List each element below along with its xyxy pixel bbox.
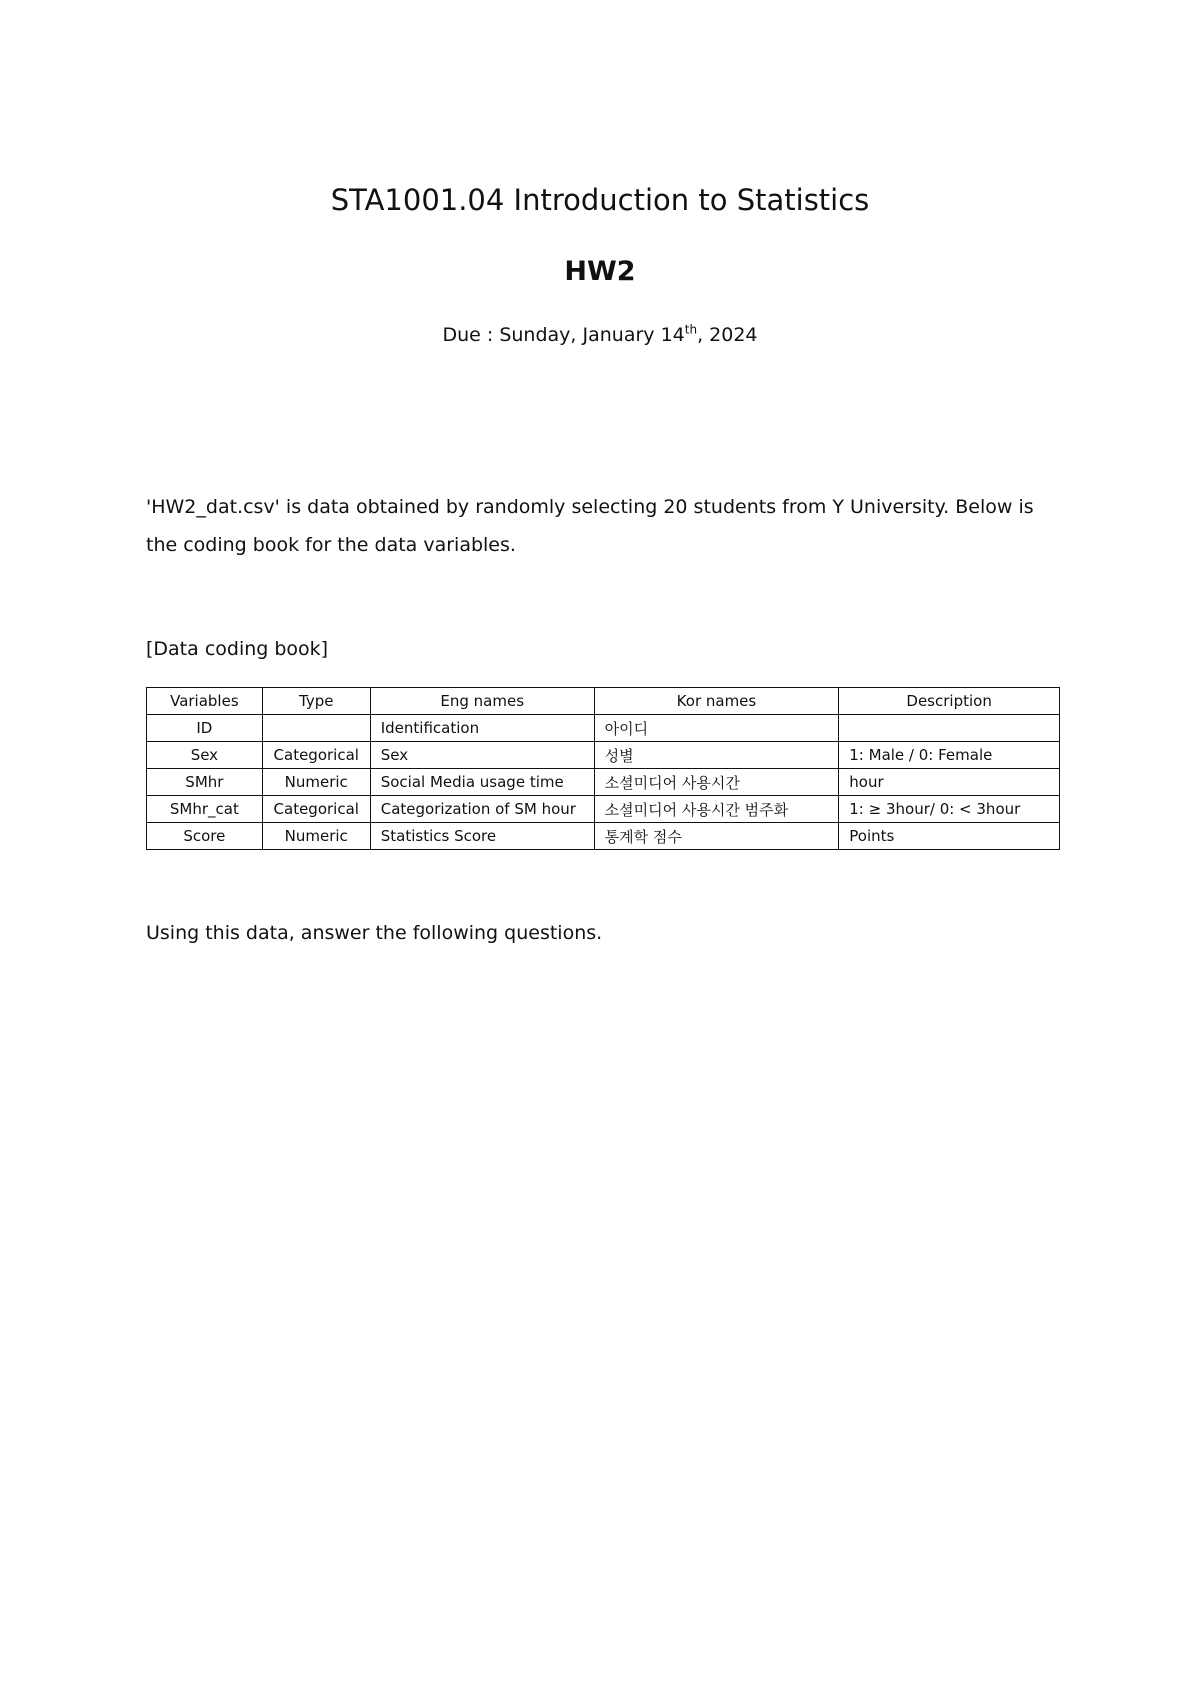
table-row xyxy=(147,715,1060,742)
column-header: Description xyxy=(839,688,1060,715)
due-date-year: , 2024 xyxy=(697,324,758,346)
cell-description xyxy=(839,715,1060,742)
cell-variable: Score xyxy=(147,823,263,850)
cell-description: Points xyxy=(839,823,1060,850)
table-row xyxy=(147,742,1060,769)
cell-type: Numeric xyxy=(262,823,370,850)
column-header: Type xyxy=(262,688,370,715)
cell-type: Numeric xyxy=(262,769,370,796)
cell-variable: Sex xyxy=(147,742,263,769)
due-date xyxy=(0,324,1200,346)
table-row xyxy=(147,796,1060,823)
cell-eng-name: Sex xyxy=(370,742,594,769)
instructions-text: Using this data, answer the following questions. xyxy=(146,922,603,944)
cell-kor-name: 통계학 점수 xyxy=(594,823,839,850)
cell-kor-name: 성별 xyxy=(594,742,839,769)
table-row xyxy=(147,823,1060,850)
due-date-text: Due : Sunday, January 14 xyxy=(442,324,685,346)
cell-type: Categorical xyxy=(262,742,370,769)
intro-paragraph: 'HW2_dat.csv' is data obtained by randomly selecting 20 students from Y University. Below is the coding book for the data variables. xyxy=(146,496,1034,556)
cell-kor-name: 아이디 xyxy=(594,715,839,742)
cell-variable: ID xyxy=(147,715,263,742)
table-header-row xyxy=(147,688,1060,715)
course-title: STA1001.04 Introduction to Statistics xyxy=(330,183,870,217)
coding-book-table xyxy=(146,687,1060,850)
cell-description: 1: Male / 0: Female xyxy=(839,742,1060,769)
cell-variable: SMhr_cat xyxy=(147,796,263,823)
cell-eng-name: Identification xyxy=(370,715,594,742)
cell-description: 1: ≥ 3hour/ 0: < 3hour xyxy=(839,796,1060,823)
assignment-title: HW2 xyxy=(564,256,636,287)
column-header: Kor names xyxy=(594,688,839,715)
cell-description: hour xyxy=(839,769,1060,796)
cell-type xyxy=(262,715,370,742)
cell-variable: SMhr xyxy=(147,769,263,796)
column-header: Eng names xyxy=(370,688,594,715)
cell-type: Categorical xyxy=(262,796,370,823)
cell-eng-name: Social Media usage time xyxy=(370,769,594,796)
column-header: Variables xyxy=(147,688,263,715)
cell-eng-name: Categorization of SM hour xyxy=(370,796,594,823)
cell-kor-name: 소셜미디어 사용시간 xyxy=(594,769,839,796)
table-row xyxy=(147,769,1060,796)
due-date-ordinal: th xyxy=(684,322,698,337)
cell-kor-name: 소셜미디어 사용시간 범주화 xyxy=(594,796,839,823)
codebook-label: [Data coding book] xyxy=(146,638,329,660)
cell-eng-name: Statistics Score xyxy=(370,823,594,850)
